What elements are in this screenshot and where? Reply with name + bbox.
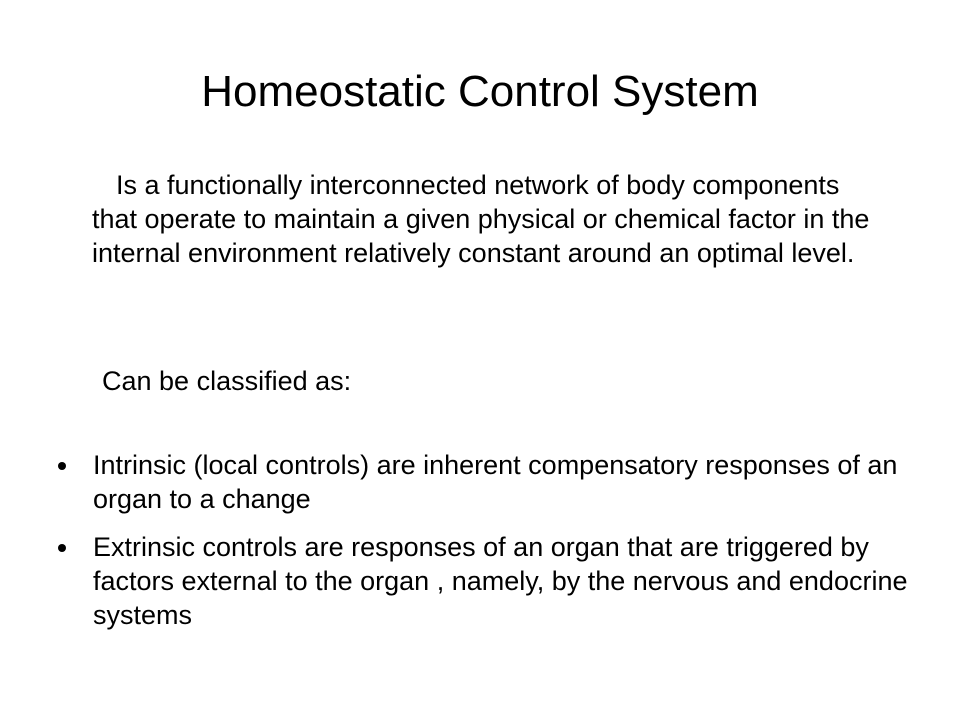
slide-title: Homeostatic Control System <box>201 67 759 116</box>
bullet-text: Extrinsic controls are responses of an organ that are triggered by factors external to the organ , namely, by the nervous and endocrine systems <box>93 532 908 630</box>
bullet-text: Intrinsic (local controls) are inherent compensatory responses of an organ to a change <box>93 450 898 514</box>
bullet-dot-icon <box>58 462 66 470</box>
bullet-dot-icon <box>58 544 66 552</box>
bullet-item-intrinsic <box>56 448 916 516</box>
classified-label: Can be classified as: <box>102 366 352 396</box>
intro-paragraph: Is a functionally interconnected network of body components that operate to maintain a given physical or chemical factor in the internal environment relatively constant around an optimal level. <box>92 170 870 268</box>
bullet-list <box>56 448 916 646</box>
bullet-item-extrinsic <box>56 530 916 632</box>
